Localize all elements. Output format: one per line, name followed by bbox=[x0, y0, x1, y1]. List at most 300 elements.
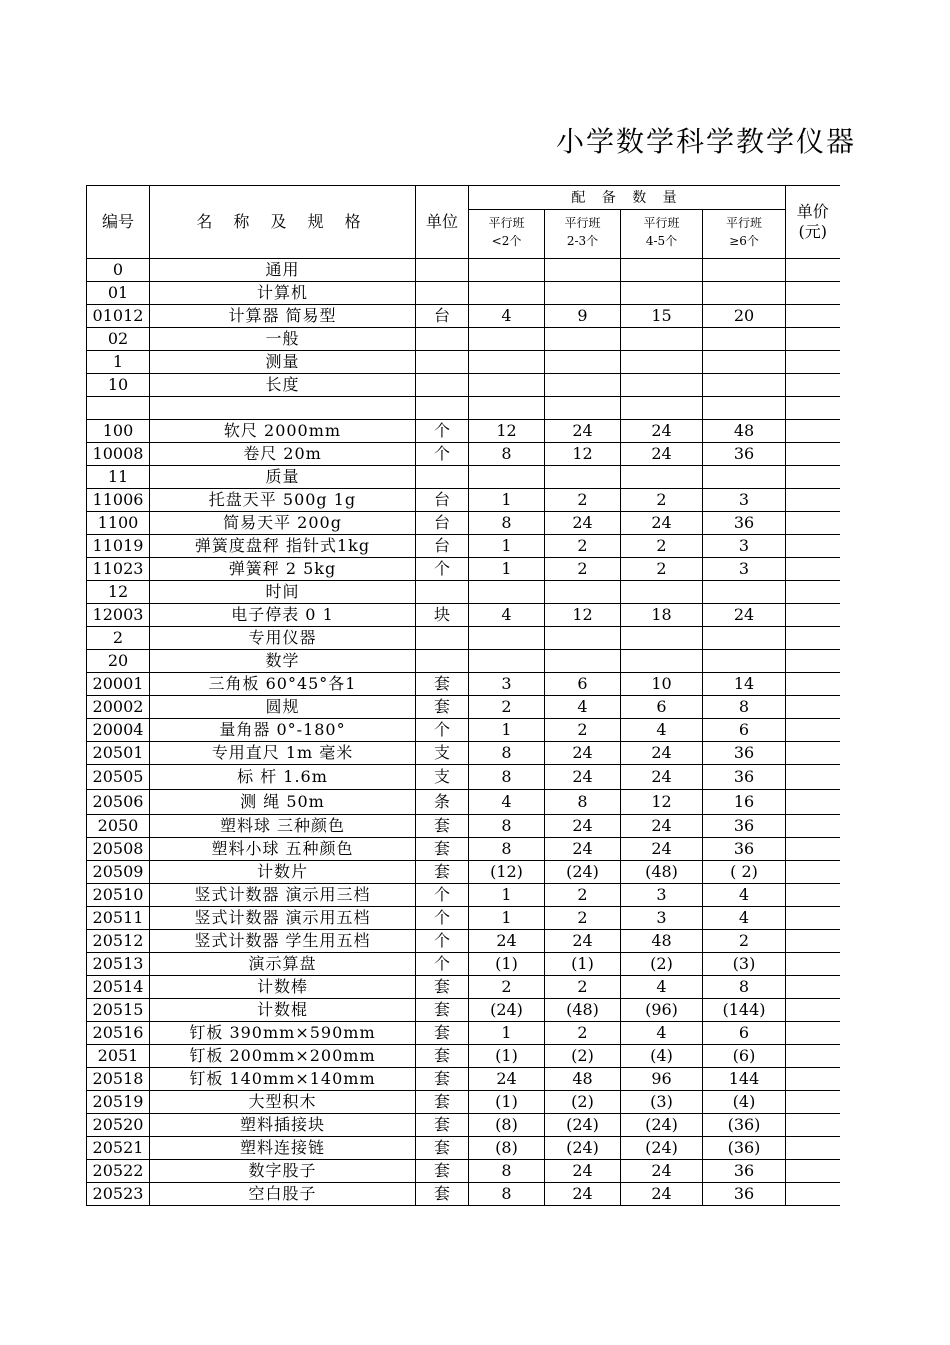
row-name: 塑料连接链 bbox=[150, 1137, 416, 1160]
row-code: 20516 bbox=[87, 1022, 150, 1045]
table-row bbox=[87, 443, 840, 466]
row-unit: 套 bbox=[416, 1022, 469, 1045]
row-name bbox=[150, 397, 416, 420]
row-code: 20514 bbox=[87, 976, 150, 999]
row-price bbox=[786, 328, 840, 351]
row-quantity-2 bbox=[545, 374, 621, 397]
row-quantity-3: 12 bbox=[621, 790, 703, 815]
row-unit: 套 bbox=[416, 1114, 469, 1137]
row-quantity-2: 6 bbox=[545, 673, 621, 696]
row-name: 测 绳 50m bbox=[150, 790, 416, 815]
row-unit: 支 bbox=[416, 742, 469, 765]
row-quantity-1: 8 bbox=[469, 1160, 545, 1183]
row-quantity-1: 24 bbox=[469, 1068, 545, 1091]
row-quantity-3: 24 bbox=[621, 765, 703, 790]
header-sub-3 bbox=[621, 210, 703, 259]
row-price bbox=[786, 650, 840, 673]
row-quantity-3 bbox=[621, 581, 703, 604]
row-quantity-4: (6) bbox=[703, 1045, 786, 1068]
table-row bbox=[87, 512, 840, 535]
row-quantity-4: 36 bbox=[703, 443, 786, 466]
row-quantity-2: 24 bbox=[545, 765, 621, 790]
table-row bbox=[87, 719, 840, 742]
row-price bbox=[786, 884, 840, 907]
row-price bbox=[786, 1068, 840, 1091]
row-name: 时间 bbox=[150, 581, 416, 604]
table-row bbox=[87, 696, 840, 719]
table-body bbox=[87, 259, 840, 1206]
row-quantity-2: (24) bbox=[545, 1114, 621, 1137]
row-code: 20501 bbox=[87, 742, 150, 765]
row-quantity-2: 8 bbox=[545, 790, 621, 815]
row-quantity-2 bbox=[545, 627, 621, 650]
header-sub-3-line2: 4-5个 bbox=[645, 234, 678, 248]
row-quantity-4: 8 bbox=[703, 976, 786, 999]
row-quantity-4: (36) bbox=[703, 1114, 786, 1137]
row-quantity-3: 3 bbox=[621, 907, 703, 930]
row-quantity-2: 24 bbox=[545, 1160, 621, 1183]
row-price bbox=[786, 604, 840, 627]
row-quantity-4: ( 2) bbox=[703, 861, 786, 884]
row-quantity-1: 8 bbox=[469, 512, 545, 535]
table-row bbox=[87, 489, 840, 512]
row-price bbox=[786, 282, 840, 305]
row-quantity-3 bbox=[621, 282, 703, 305]
row-quantity-1 bbox=[469, 351, 545, 374]
row-quantity-4: 2 bbox=[703, 930, 786, 953]
row-unit: 块 bbox=[416, 604, 469, 627]
row-quantity-2: 12 bbox=[545, 443, 621, 466]
row-quantity-4: 8 bbox=[703, 696, 786, 719]
row-quantity-2 bbox=[545, 282, 621, 305]
header-sub-2 bbox=[545, 210, 621, 259]
header-code: 编号 bbox=[87, 186, 150, 259]
row-quantity-3: 96 bbox=[621, 1068, 703, 1091]
row-quantity-1 bbox=[469, 282, 545, 305]
row-unit: 套 bbox=[416, 673, 469, 696]
row-unit bbox=[416, 650, 469, 673]
row-code: 20004 bbox=[87, 719, 150, 742]
row-price bbox=[786, 719, 840, 742]
equipment-table bbox=[86, 185, 840, 1206]
row-unit: 个 bbox=[416, 558, 469, 581]
row-name: 计数片 bbox=[150, 861, 416, 884]
header-price-label: 单价 bbox=[796, 202, 829, 221]
header-unit: 单位 bbox=[416, 186, 469, 259]
row-quantity-2: 48 bbox=[545, 1068, 621, 1091]
table-row bbox=[87, 420, 840, 443]
row-price bbox=[786, 742, 840, 765]
row-quantity-1: 24 bbox=[469, 930, 545, 953]
row-code: 1100 bbox=[87, 512, 150, 535]
row-quantity-4: 4 bbox=[703, 907, 786, 930]
row-code: 11023 bbox=[87, 558, 150, 581]
row-price bbox=[786, 1137, 840, 1160]
row-name: 软尺 2000mm bbox=[150, 420, 416, 443]
row-quantity-1: 1 bbox=[469, 719, 545, 742]
row-unit bbox=[416, 374, 469, 397]
row-unit: 套 bbox=[416, 1183, 469, 1206]
row-price bbox=[786, 374, 840, 397]
row-code: 20512 bbox=[87, 930, 150, 953]
table-row bbox=[87, 604, 840, 627]
row-code: 20523 bbox=[87, 1183, 150, 1206]
row-quantity-1: 4 bbox=[469, 790, 545, 815]
row-quantity-3 bbox=[621, 627, 703, 650]
row-unit: 套 bbox=[416, 696, 469, 719]
row-code: 20505 bbox=[87, 765, 150, 790]
table-row bbox=[87, 861, 840, 884]
row-price bbox=[786, 765, 840, 790]
row-quantity-2: 24 bbox=[545, 930, 621, 953]
table-row bbox=[87, 790, 840, 815]
row-quantity-4: 3 bbox=[703, 535, 786, 558]
row-name: 计算器 简易型 bbox=[150, 305, 416, 328]
table-row bbox=[87, 1091, 840, 1114]
table-row bbox=[87, 1137, 840, 1160]
row-quantity-2: (2) bbox=[545, 1045, 621, 1068]
row-name: 数学 bbox=[150, 650, 416, 673]
row-quantity-1 bbox=[469, 581, 545, 604]
row-quantity-2: (24) bbox=[545, 861, 621, 884]
row-unit: 套 bbox=[416, 1091, 469, 1114]
row-quantity-4: 24 bbox=[703, 604, 786, 627]
row-price bbox=[786, 466, 840, 489]
page-title: 小学数学科学教学仪器 bbox=[556, 125, 857, 158]
row-price bbox=[786, 535, 840, 558]
table-row bbox=[87, 930, 840, 953]
row-quantity-2: 12 bbox=[545, 604, 621, 627]
header-sub-1-line2: <2个 bbox=[491, 234, 522, 248]
row-quantity-1: 2 bbox=[469, 696, 545, 719]
row-quantity-3: (3) bbox=[621, 1091, 703, 1114]
row-quantity-1: 1 bbox=[469, 535, 545, 558]
row-unit bbox=[416, 581, 469, 604]
row-quantity-1 bbox=[469, 374, 545, 397]
row-price bbox=[786, 1022, 840, 1045]
row-quantity-4 bbox=[703, 351, 786, 374]
row-quantity-2: 2 bbox=[545, 489, 621, 512]
row-quantity-3 bbox=[621, 650, 703, 673]
row-quantity-4: 36 bbox=[703, 815, 786, 838]
row-quantity-1: 8 bbox=[469, 815, 545, 838]
row-quantity-2: 4 bbox=[545, 696, 621, 719]
row-quantity-1: (1) bbox=[469, 953, 545, 976]
header-sub-2-line1: 平行班 bbox=[564, 216, 601, 230]
row-quantity-4 bbox=[703, 328, 786, 351]
row-unit: 个 bbox=[416, 420, 469, 443]
row-code: 20515 bbox=[87, 999, 150, 1022]
row-name: 计算机 bbox=[150, 282, 416, 305]
row-quantity-4: 36 bbox=[703, 742, 786, 765]
row-quantity-2: (1) bbox=[545, 953, 621, 976]
row-quantity-3: (48) bbox=[621, 861, 703, 884]
row-code: 11006 bbox=[87, 489, 150, 512]
row-quantity-3: 15 bbox=[621, 305, 703, 328]
row-price bbox=[786, 1091, 840, 1114]
row-price bbox=[786, 581, 840, 604]
row-name: 塑料插接块 bbox=[150, 1114, 416, 1137]
row-unit: 套 bbox=[416, 1068, 469, 1091]
row-unit: 个 bbox=[416, 719, 469, 742]
row-quantity-1: 8 bbox=[469, 742, 545, 765]
row-quantity-4: 48 bbox=[703, 420, 786, 443]
row-quantity-2: (48) bbox=[545, 999, 621, 1022]
row-quantity-2: 24 bbox=[545, 512, 621, 535]
row-name: 钉板 200mm×200mm bbox=[150, 1045, 416, 1068]
row-quantity-4: 36 bbox=[703, 1160, 786, 1183]
row-unit: 个 bbox=[416, 884, 469, 907]
table-row bbox=[87, 884, 840, 907]
table-row bbox=[87, 907, 840, 930]
row-quantity-4 bbox=[703, 650, 786, 673]
header-sub-4-line1: 平行班 bbox=[725, 216, 762, 230]
row-quantity-1: 8 bbox=[469, 443, 545, 466]
row-price bbox=[786, 351, 840, 374]
row-name: 竖式计数器 演示用五档 bbox=[150, 907, 416, 930]
row-code: 01 bbox=[87, 282, 150, 305]
row-quantity-1 bbox=[469, 397, 545, 420]
row-price bbox=[786, 1160, 840, 1183]
row-code: 1 bbox=[87, 351, 150, 374]
table-row bbox=[87, 815, 840, 838]
row-unit: 套 bbox=[416, 815, 469, 838]
table-row bbox=[87, 742, 840, 765]
row-quantity-3: 24 bbox=[621, 1183, 703, 1206]
row-name: 三角板 60°45°各1 bbox=[150, 673, 416, 696]
row-quantity-3: (24) bbox=[621, 1137, 703, 1160]
row-quantity-4: 6 bbox=[703, 1022, 786, 1045]
row-quantity-2: 2 bbox=[545, 558, 621, 581]
row-quantity-3: 4 bbox=[621, 1022, 703, 1045]
table-row bbox=[87, 328, 840, 351]
row-name: 数字股子 bbox=[150, 1160, 416, 1183]
row-unit: 条 bbox=[416, 790, 469, 815]
row-name: 一般 bbox=[150, 328, 416, 351]
table-row bbox=[87, 976, 840, 999]
row-name: 标 杆 1.6m bbox=[150, 765, 416, 790]
row-name: 托盘天平 500g 1g bbox=[150, 489, 416, 512]
row-quantity-2: 2 bbox=[545, 907, 621, 930]
row-code: 02 bbox=[87, 328, 150, 351]
row-price bbox=[786, 420, 840, 443]
row-name: 电子停表 0 1 bbox=[150, 604, 416, 627]
row-unit: 套 bbox=[416, 861, 469, 884]
row-quantity-4 bbox=[703, 627, 786, 650]
row-name: 空白股子 bbox=[150, 1183, 416, 1206]
table-row bbox=[87, 351, 840, 374]
row-code: 20508 bbox=[87, 838, 150, 861]
row-quantity-3: 2 bbox=[621, 535, 703, 558]
row-name: 演示算盘 bbox=[150, 953, 416, 976]
row-code: 20509 bbox=[87, 861, 150, 884]
row-price bbox=[786, 512, 840, 535]
header-sub-1 bbox=[469, 210, 545, 259]
table-row bbox=[87, 305, 840, 328]
row-quantity-3: 3 bbox=[621, 884, 703, 907]
row-code: 20 bbox=[87, 650, 150, 673]
row-quantity-2: 24 bbox=[545, 838, 621, 861]
row-quantity-3 bbox=[621, 351, 703, 374]
row-code: 20510 bbox=[87, 884, 150, 907]
header-sub-4-line2: ≥6个 bbox=[729, 234, 759, 248]
row-quantity-2 bbox=[545, 259, 621, 282]
row-price bbox=[786, 305, 840, 328]
row-code: 12 bbox=[87, 581, 150, 604]
row-quantity-3: 24 bbox=[621, 838, 703, 861]
row-unit: 套 bbox=[416, 976, 469, 999]
row-quantity-3 bbox=[621, 397, 703, 420]
row-quantity-1 bbox=[469, 627, 545, 650]
row-code: 2050 bbox=[87, 815, 150, 838]
row-quantity-4 bbox=[703, 282, 786, 305]
row-quantity-4: 14 bbox=[703, 673, 786, 696]
row-price bbox=[786, 259, 840, 282]
row-quantity-2: 24 bbox=[545, 1183, 621, 1206]
row-quantity-1: (1) bbox=[469, 1091, 545, 1114]
row-code: 20520 bbox=[87, 1114, 150, 1137]
row-quantity-1: 8 bbox=[469, 838, 545, 861]
row-quantity-3: 24 bbox=[621, 512, 703, 535]
row-quantity-4: (36) bbox=[703, 1137, 786, 1160]
table-row bbox=[87, 650, 840, 673]
row-price bbox=[786, 930, 840, 953]
table-row bbox=[87, 1114, 840, 1137]
row-quantity-2 bbox=[545, 397, 621, 420]
row-code: 0 bbox=[87, 259, 150, 282]
row-quantity-1: 4 bbox=[469, 305, 545, 328]
row-quantity-2: 2 bbox=[545, 884, 621, 907]
row-quantity-2: 2 bbox=[545, 1022, 621, 1045]
row-quantity-1: (1) bbox=[469, 1045, 545, 1068]
table-row bbox=[87, 838, 840, 861]
row-quantity-3 bbox=[621, 259, 703, 282]
row-price bbox=[786, 696, 840, 719]
row-quantity-1: 8 bbox=[469, 765, 545, 790]
row-quantity-4: 4 bbox=[703, 884, 786, 907]
row-price bbox=[786, 673, 840, 696]
row-name: 测量 bbox=[150, 351, 416, 374]
row-quantity-1: 8 bbox=[469, 1183, 545, 1206]
row-unit: 台 bbox=[416, 512, 469, 535]
row-quantity-3 bbox=[621, 328, 703, 351]
row-quantity-4: 3 bbox=[703, 558, 786, 581]
row-price bbox=[786, 838, 840, 861]
row-quantity-1: 1 bbox=[469, 1022, 545, 1045]
row-code: 20522 bbox=[87, 1160, 150, 1183]
row-unit bbox=[416, 328, 469, 351]
row-quantity-2 bbox=[545, 581, 621, 604]
row-unit: 台 bbox=[416, 535, 469, 558]
row-quantity-2 bbox=[545, 650, 621, 673]
row-quantity-2: 9 bbox=[545, 305, 621, 328]
header-sub-2-line2: 2-3个 bbox=[566, 234, 599, 248]
row-name: 计数棍 bbox=[150, 999, 416, 1022]
row-price bbox=[786, 397, 840, 420]
row-quantity-1 bbox=[469, 466, 545, 489]
table-row bbox=[87, 558, 840, 581]
row-unit bbox=[416, 627, 469, 650]
row-unit: 套 bbox=[416, 838, 469, 861]
row-price bbox=[786, 1183, 840, 1206]
row-code: 100 bbox=[87, 420, 150, 443]
row-unit: 支 bbox=[416, 765, 469, 790]
row-quantity-1: 1 bbox=[469, 489, 545, 512]
row-quantity-4: 144 bbox=[703, 1068, 786, 1091]
row-name: 钉板 140mm×140mm bbox=[150, 1068, 416, 1091]
row-name: 塑料球 三种颜色 bbox=[150, 815, 416, 838]
row-quantity-4: (144) bbox=[703, 999, 786, 1022]
row-code: 2051 bbox=[87, 1045, 150, 1068]
table-row bbox=[87, 765, 840, 790]
header-price bbox=[786, 186, 840, 259]
row-quantity-2: 2 bbox=[545, 535, 621, 558]
row-quantity-2: 24 bbox=[545, 815, 621, 838]
table-row bbox=[87, 374, 840, 397]
row-quantity-2 bbox=[545, 351, 621, 374]
row-quantity-1: 1 bbox=[469, 907, 545, 930]
row-quantity-2: 24 bbox=[545, 420, 621, 443]
row-price bbox=[786, 999, 840, 1022]
header-sub-3-line1: 平行班 bbox=[643, 216, 680, 230]
table-row bbox=[87, 1045, 840, 1068]
row-quantity-3: 2 bbox=[621, 558, 703, 581]
row-name: 质量 bbox=[150, 466, 416, 489]
row-quantity-1: 1 bbox=[469, 558, 545, 581]
row-unit: 个 bbox=[416, 953, 469, 976]
row-price bbox=[786, 1114, 840, 1137]
row-quantity-1 bbox=[469, 328, 545, 351]
row-code: 12003 bbox=[87, 604, 150, 627]
row-code: 20513 bbox=[87, 953, 150, 976]
row-quantity-4: 16 bbox=[703, 790, 786, 815]
row-quantity-3: (96) bbox=[621, 999, 703, 1022]
row-code: 20002 bbox=[87, 696, 150, 719]
row-price bbox=[786, 443, 840, 466]
row-quantity-1: 3 bbox=[469, 673, 545, 696]
row-code bbox=[87, 397, 150, 420]
row-code: 01012 bbox=[87, 305, 150, 328]
table-row bbox=[87, 999, 840, 1022]
row-quantity-1: (12) bbox=[469, 861, 545, 884]
table-row bbox=[87, 1160, 840, 1183]
row-name: 圆规 bbox=[150, 696, 416, 719]
row-unit bbox=[416, 282, 469, 305]
row-price bbox=[786, 790, 840, 815]
row-quantity-4: 20 bbox=[703, 305, 786, 328]
row-code: 20001 bbox=[87, 673, 150, 696]
header-quantity-group: 配 备 数 量 bbox=[469, 186, 786, 210]
row-quantity-3: 4 bbox=[621, 719, 703, 742]
row-quantity-3: (2) bbox=[621, 953, 703, 976]
row-unit: 套 bbox=[416, 999, 469, 1022]
table-row bbox=[87, 627, 840, 650]
row-quantity-1: (8) bbox=[469, 1137, 545, 1160]
row-name: 专用直尺 1m 毫米 bbox=[150, 742, 416, 765]
row-quantity-2: 2 bbox=[545, 719, 621, 742]
row-name: 弹簧秤 2 5kg bbox=[150, 558, 416, 581]
row-quantity-4: 6 bbox=[703, 719, 786, 742]
row-quantity-2: (2) bbox=[545, 1091, 621, 1114]
row-code: 11019 bbox=[87, 535, 150, 558]
table-row bbox=[87, 953, 840, 976]
row-price bbox=[786, 558, 840, 581]
row-quantity-1 bbox=[469, 259, 545, 282]
row-quantity-3: (24) bbox=[621, 1114, 703, 1137]
row-quantity-4 bbox=[703, 581, 786, 604]
row-unit: 套 bbox=[416, 1045, 469, 1068]
row-quantity-2 bbox=[545, 328, 621, 351]
